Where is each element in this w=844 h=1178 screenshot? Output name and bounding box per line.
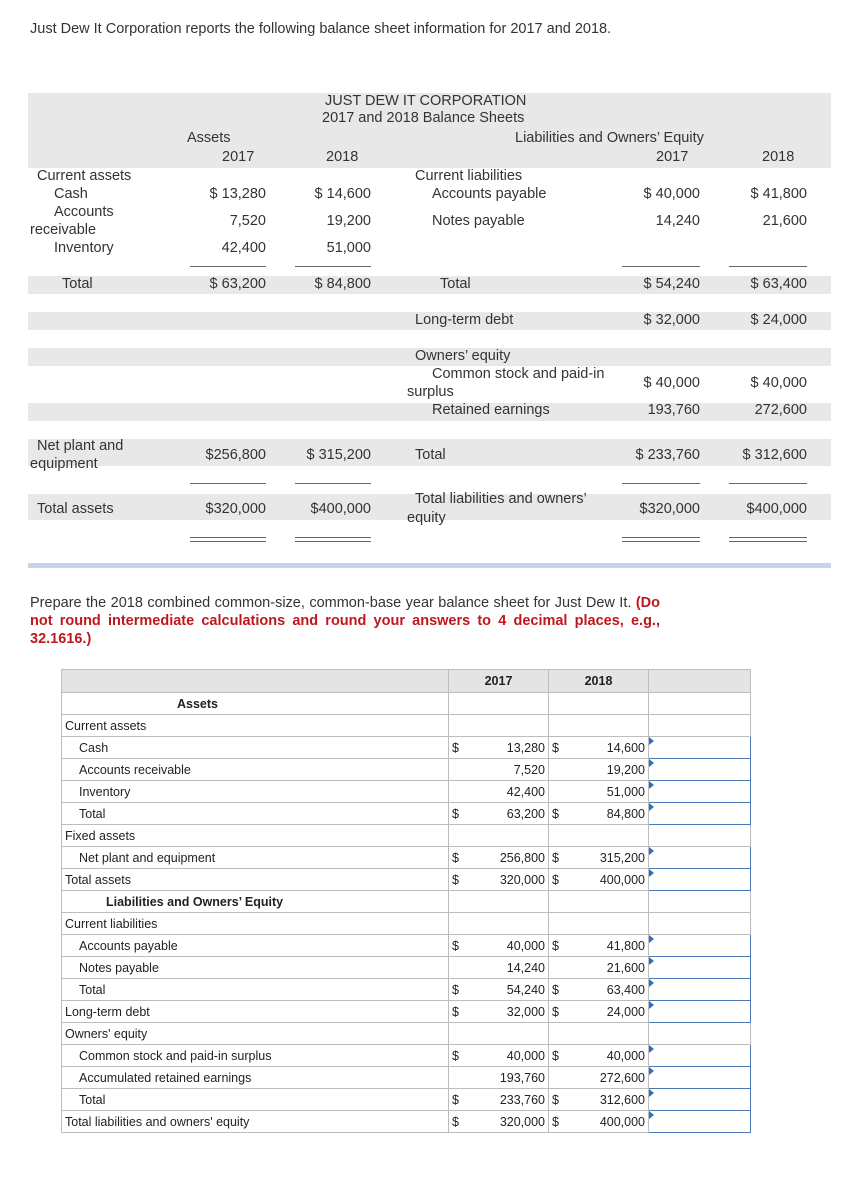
cash-2018: 14,600 [606, 740, 645, 755]
divider [28, 563, 831, 568]
year-2018: 2018 [326, 149, 359, 165]
ap-2017: $ 40,000 [643, 186, 700, 202]
le-heading: Liabilities and Owners’ Equity [62, 891, 449, 913]
cs-2018: 40,000 [606, 1048, 645, 1063]
oe-label: Owners' equity [62, 1023, 449, 1045]
total-assets-label: Total assets [37, 501, 114, 517]
total-oe-answer-input[interactable] [649, 1090, 750, 1109]
np-2018: 21,600 [549, 957, 649, 979]
table-row: Total assets $ 320,000 $ 400,000 [62, 869, 751, 891]
rounding-note: (Do not round intermediate calculations and round your answers to 4 decimal places, e.g., 32.1616.) [30, 595, 660, 647]
intro-text: Just Dew It Corporation reports the following balance sheet information for 2017 and 2018. [30, 21, 612, 37]
ap-label: Accounts payable [432, 186, 547, 202]
balance-sheet [0, 0, 844, 580]
inv-2017: 42,400 [221, 240, 266, 256]
cl-2017: 54,240 [506, 982, 545, 997]
np-answer-input[interactable] [649, 958, 750, 977]
tle-label-2: equity [407, 510, 446, 526]
current-assets-label: Current assets [62, 715, 449, 737]
total-ca-label: Total [62, 803, 449, 825]
cs-2017: 40,000 [506, 1048, 545, 1063]
receivable-label: receivable [30, 222, 97, 238]
answer-table [61, 669, 751, 1133]
ar-label: Accounts receivable [62, 759, 449, 781]
tle-answer-input[interactable] [649, 1112, 750, 1131]
accounts-label: Accounts [54, 204, 114, 220]
total-oe-label: Total [415, 447, 446, 463]
cs-answer-input[interactable] [649, 1046, 750, 1065]
total-oe-label: Total [62, 1089, 449, 1111]
ar-2018: 19,200 [549, 759, 649, 781]
current-liabilities-label: Current liabilities [62, 913, 449, 935]
col-2018-header: 2018 [549, 670, 649, 693]
total-assets-answer-input[interactable] [649, 870, 750, 889]
total-cl-label: Total [62, 979, 449, 1001]
np-2017: 14,240 [449, 957, 549, 979]
sheet-subtitle: 2017 and 2018 Balance Sheets [322, 110, 525, 126]
cash-label: Cash [54, 186, 88, 202]
ar-2017: 7,520 [229, 213, 266, 229]
cash-2018: $ 14,600 [314, 186, 371, 202]
ta-2018: $400,000 [310, 501, 371, 517]
net-plant-label-1: Net plant and [37, 438, 124, 454]
ltd-2018: $ 24,000 [750, 312, 807, 328]
ar-2017: 7,520 [449, 759, 549, 781]
table-row: Cash $ 13,280 $ 14,600 [62, 737, 751, 759]
fixed-assets-label: Fixed assets [62, 825, 449, 847]
are-answer-input[interactable] [649, 1068, 750, 1087]
ar-answer-input[interactable] [649, 760, 750, 779]
ap-2018: $ 41,800 [750, 186, 807, 202]
total-ca-answer-input[interactable] [649, 804, 750, 823]
cl-2017: $ 54,240 [643, 276, 700, 292]
inventory-label: Inventory [62, 781, 449, 803]
table-row: Long-term debt $ 32,000 $ 24,000 [62, 1001, 751, 1023]
ltd-2017: 32,000 [506, 1004, 545, 1019]
col-2017-header: 2017 [449, 670, 549, 693]
oe-2017: 233,760 [499, 1092, 545, 1107]
cash-label: Cash [62, 737, 449, 759]
ta-2017: 320,000 [499, 872, 545, 887]
cash-2017: 13,280 [506, 740, 545, 755]
table-row [62, 1067, 751, 1089]
table-row: Accounts payable $ 40,000 $ 41,800 [62, 935, 751, 957]
assets-heading: Assets [62, 693, 449, 715]
npe-2018: 315,200 [599, 850, 645, 865]
table-row: Total $ 63,200 $ 84,800 [62, 803, 751, 825]
total-cl-answer-input[interactable] [649, 980, 750, 999]
ta-2018: 400,000 [599, 872, 645, 887]
npe-answer-input[interactable] [649, 848, 750, 867]
re-2017: 193,760 [647, 402, 700, 418]
tle-2017: $320,000 [639, 501, 700, 517]
table-row: Net plant and equipment $ 256,800 $ 315,200 [62, 847, 751, 869]
np-2018: 21,600 [762, 213, 807, 229]
cash-2017: $ 13,280 [209, 186, 266, 202]
ltd-2017: $ 32,000 [643, 312, 700, 328]
npe-2017: $256,800 [205, 447, 266, 463]
oe-2017: $ 233,760 [635, 447, 700, 463]
ca-2017: 63,200 [506, 806, 545, 821]
tle-label-1: Total liabilities and owners’ [415, 491, 587, 507]
tle-2018: $400,000 [746, 501, 807, 517]
oe-2018: $ 312,600 [742, 447, 807, 463]
ap-label: Accounts payable [62, 935, 449, 957]
current-liabilities-label: Current liabilities [415, 168, 523, 184]
oe-2018: 312,600 [599, 1092, 645, 1107]
ca-2018: 84,800 [606, 806, 645, 821]
ap-2017: 40,000 [506, 938, 545, 953]
tle-2017: 320,000 [499, 1114, 545, 1129]
net-plant-label-2: equipment [30, 456, 98, 472]
cl-2018: $ 63,400 [750, 276, 807, 292]
np-label: Notes payable [62, 957, 449, 979]
npe-label: Net plant and equipment [62, 847, 449, 869]
company-name: JUST DEW IT CORPORATION [325, 93, 527, 109]
ltd-2018: 24,000 [606, 1004, 645, 1019]
re-2017: 193,760 [449, 1067, 549, 1089]
table-row: Total liabilities and owners' equity $ 320,000 $ 400,000 [62, 1111, 751, 1133]
ar-2018: 19,200 [326, 213, 371, 229]
inv-2017: 42,400 [449, 781, 549, 803]
inv-2018: 51,000 [549, 781, 649, 803]
table-row: Common stock and paid-in surplus $ 40,000 $ 40,000 [62, 1045, 751, 1067]
ltd-answer-input[interactable] [649, 1002, 750, 1021]
inventory-answer-input[interactable] [649, 782, 750, 801]
total-cl-label: Total [440, 276, 471, 292]
cs-label-1: Common stock and paid-in [432, 366, 605, 382]
tle-label: Total liabilities and owners' equity [62, 1111, 449, 1133]
cs-label-2: surplus [407, 384, 454, 400]
table-row [62, 781, 751, 803]
ap-answer-input[interactable] [649, 936, 750, 955]
re-2018: 272,600 [549, 1067, 649, 1089]
table-row [62, 957, 751, 979]
np-label: Notes payable [432, 213, 525, 229]
inv-2018: 51,000 [326, 240, 371, 256]
assets-header: Assets [187, 130, 231, 146]
oe-label: Owners’ equity [415, 348, 511, 364]
current-assets-label: Current assets [37, 168, 132, 184]
inventory-label: Inventory [54, 240, 114, 256]
cs-label: Common stock and paid-in surplus [62, 1045, 449, 1067]
cs-2017: $ 40,000 [643, 375, 700, 391]
are-label: Accumulated retained earnings [62, 1067, 449, 1089]
ta-2017: $320,000 [205, 501, 266, 517]
ltd-label: Long-term debt [62, 1001, 449, 1023]
cs-2018: $ 40,000 [750, 375, 807, 391]
cash-answer-input[interactable] [649, 738, 750, 757]
npe-2017: 256,800 [499, 850, 545, 865]
ltd-label: Long-term debt [415, 312, 514, 328]
le-header: Liabilities and Owners’ Equity [515, 130, 704, 146]
re-label: Retained earnings [432, 402, 550, 418]
ap-2018: 41,800 [606, 938, 645, 953]
instructions: Prepare the 2018 combined common-size, common-base year balance sheet for Just Dew It. (Do not round intermediate calculations and round your answers to 4 decimal places, e.g., 32.1616.) [30, 595, 660, 647]
year-2017: 2017 [222, 149, 255, 165]
ca-2018: $ 84,800 [314, 276, 371, 292]
tle-2018: 400,000 [599, 1114, 645, 1129]
table-row: Total $ 233,760 $ 312,600 [62, 1089, 751, 1111]
cl-2018: 63,400 [606, 982, 645, 997]
year-2018-le: 2018 [762, 149, 795, 165]
table-row [62, 759, 751, 781]
np-2017: 14,240 [655, 213, 700, 229]
total-ca-label: Total [62, 276, 93, 292]
ca-2017: $ 63,200 [209, 276, 266, 292]
table-row: Total $ 54,240 $ 63,400 [62, 979, 751, 1001]
npe-2018: $ 315,200 [306, 447, 371, 463]
total-assets-label: Total assets [62, 869, 449, 891]
re-2018: 272,600 [754, 402, 807, 418]
year-2017-le: 2017 [656, 149, 689, 165]
